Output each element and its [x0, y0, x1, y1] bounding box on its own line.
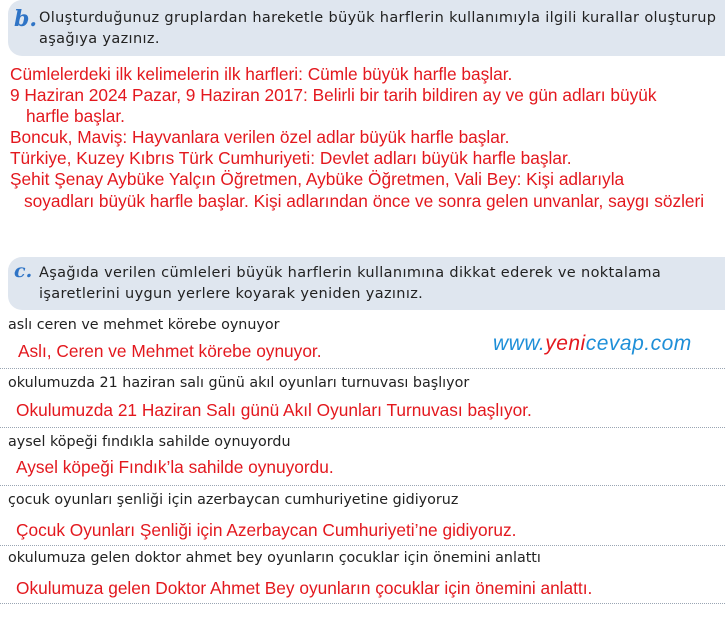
section-b-banner: [8, 0, 725, 56]
section-c-instruction: Aşağıda verilen cümleleri büyük harflerin kullanımına dikkat ederek ve noktalama işaretlerini uygun yerlere koyarak yeniden yazınız.: [39, 265, 662, 302]
watermark-prefix: www.: [493, 332, 546, 355]
watermark-highlight: yeni: [545, 332, 586, 355]
rule-answer-line: Cümlelerdeki ilk kelimelerin ilk harfleri: Cümle büyük harfle başlar.: [10, 64, 513, 84]
divider: [0, 603, 725, 604]
watermark-suffix: cevap.com: [585, 332, 692, 355]
divider: [0, 545, 725, 546]
rule-answer-line: harfle başlar.: [26, 106, 125, 126]
exercise-answer: Çocuk Oyunları Şenliği için Azerbaycan Cumhuriyeti’ne gidiyoruz.: [16, 520, 517, 540]
exercise-answer: Aslı, Ceren ve Mehmet körebe oynuyor.: [18, 341, 322, 361]
divider: [0, 427, 725, 428]
section-b-instruction: Oluşturduğunuz gruplardan hareketle büyük harflerin kullanımıyla ilgili kurallar oluşturup aşağıya yazınız.: [39, 10, 717, 47]
rule-answer-line: Şehit Şenay Aybüke Yalçın Öğretmen, Aybüke Öğretmen, Vali Bey: Kişi adlarıyla: [10, 169, 625, 189]
divider: [0, 485, 725, 486]
rule-answer-line: 9 Haziran 2024 Pazar, 9 Haziran 2017: Belirli bir tarih bildiren ay ve gün adları büyük: [10, 85, 657, 105]
exercise-answer: Okulumuzda 21 Haziran Salı günü Akıl Oyunları Turnuvası başlıyor.: [16, 400, 532, 420]
exercise-answer: Aysel köpeği Fındık’la sahilde oynuyordu.: [16, 457, 334, 477]
rule-answer-line: Türkiye, Kuzey Kıbrıs Türk Cumhuriyeti: Devlet adları büyük harfle başlar.: [10, 148, 572, 168]
exercise-question: okulumuzda 21 haziran salı günü akıl oyunları turnuvası başlıyor: [8, 375, 470, 391]
section-c-banner: [8, 257, 725, 310]
watermark: [493, 332, 692, 356]
rule-answer-line: Boncuk, Maviş: Hayvanlara verilen özel adlar büyük harfle başlar.: [10, 127, 510, 147]
exercise-question: çocuk oyunları şenliği için azerbaycan cumhuriyetine gidiyoruz: [8, 492, 459, 508]
section-b-letter: b.: [14, 6, 38, 32]
section-c-letter: c.: [14, 260, 33, 282]
divider: [0, 368, 725, 369]
rule-answer-line: soyadları büyük harfle başlar. Kişi adlarından önce ve sonra gelen unvanlar, saygı sözleri: [24, 191, 705, 211]
exercise-answer: Okulumuza gelen Doktor Ahmet Bey oyunların çocuklar için önemini anlattı.: [16, 578, 593, 598]
exercise-question: aysel köpeği fındıkla sahilde oynuyordu: [8, 434, 291, 450]
exercise-question: okulumuza gelen doktor ahmet bey oyunların çocuklar için önemini anlattı: [8, 550, 541, 566]
exercise-question: aslı ceren ve mehmet körebe oynuyor: [8, 317, 280, 333]
